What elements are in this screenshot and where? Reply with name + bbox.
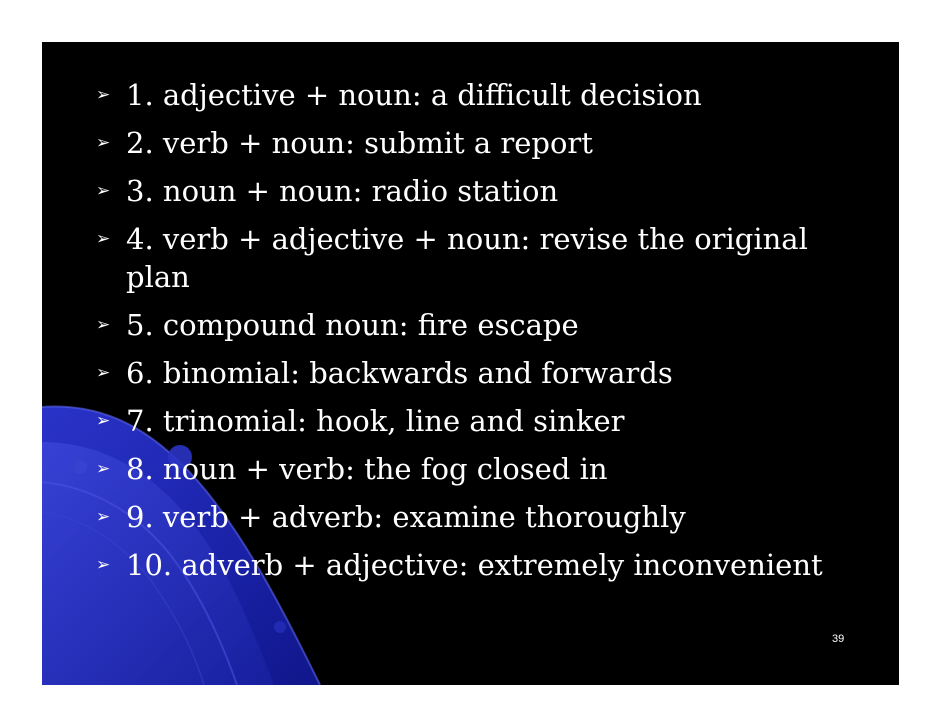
bullet-item (42, 306, 899, 344)
arrow-bullet-icon: ➢ (96, 507, 111, 527)
page-number: 39 (832, 633, 845, 645)
bullet-text: 5. compound noun: fire escape (126, 308, 579, 342)
arrow-bullet-icon: ➢ (96, 315, 111, 335)
arrow-bullet-icon: ➢ (96, 555, 111, 575)
bullet-item (42, 172, 899, 210)
arrow-bullet-icon: ➢ (96, 411, 111, 431)
arrow-bullet-icon: ➢ (96, 363, 111, 383)
bullet-text: 8. noun + verb: the fog closed in (126, 452, 608, 486)
bullet-item (42, 498, 899, 536)
bullet-item (42, 402, 899, 440)
arrow-bullet-icon: ➢ (96, 229, 111, 249)
bullet-text: 7. trinomial: hook, line and sinker (126, 404, 625, 438)
bullet-text: 2. verb + noun: submit a report (126, 126, 593, 160)
bullet-item (42, 124, 899, 162)
arrow-bullet-icon: ➢ (96, 459, 111, 479)
bullet-text: 3. noun + noun: radio station (126, 174, 559, 208)
bullet-text: 9. verb + adverb: examine thoroughly (126, 500, 686, 534)
bullet-item (42, 76, 899, 114)
bullet-item (42, 450, 899, 488)
bullet-item (42, 546, 899, 584)
arrow-bullet-icon: ➢ (96, 181, 111, 201)
bullet-text: 4. verb + adjective + noun: revise the original plan (126, 222, 808, 294)
slide (42, 42, 899, 685)
bullet-list (42, 76, 899, 594)
bullet-text: 10. adverb + adjective: extremely inconvenient (126, 548, 823, 582)
arrow-bullet-icon: ➢ (96, 85, 111, 105)
bullet-item (42, 354, 899, 392)
arrow-bullet-icon: ➢ (96, 133, 111, 153)
bullet-item (42, 220, 899, 296)
bullet-text: 1. adjective + noun: a difficult decision (126, 78, 702, 112)
bullet-text: 6. binomial: backwards and forwards (126, 356, 673, 390)
